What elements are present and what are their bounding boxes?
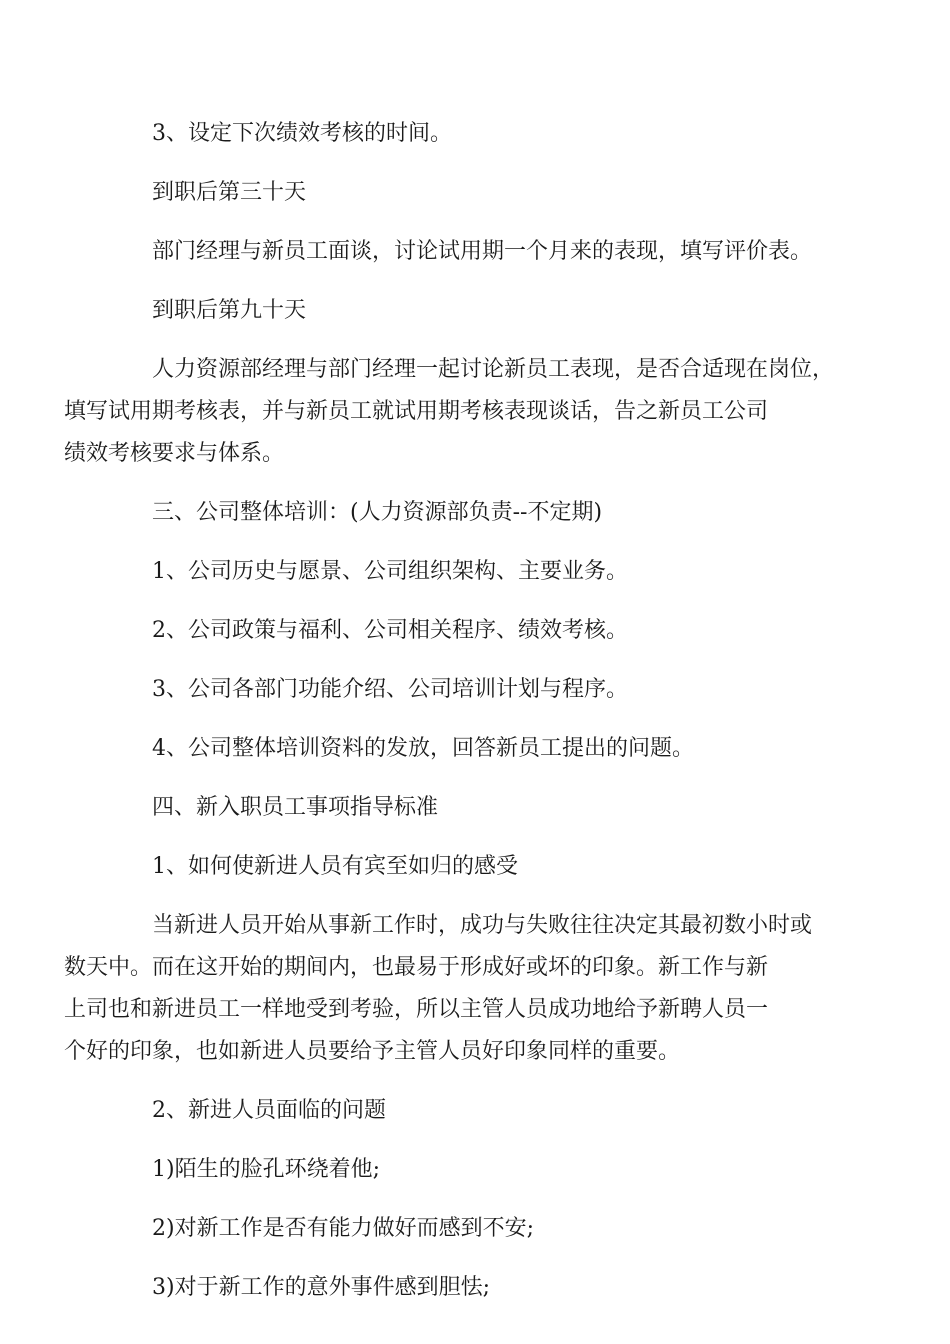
text-line: 当新进人员开始从事新工作时，成功与失败往往决定其最初数小时或 — [152, 913, 813, 938]
text-line: 3)对于新工作的意外事件感到胆怯; — [152, 1275, 490, 1300]
text-line: 4、公司整体培训资料的发放，回答新员工提出的问题。 — [152, 736, 694, 761]
text-line: 1、公司历史与愿景、公司组织架构、主要业务。 — [152, 559, 628, 584]
list-item-training-3 — [108, 669, 868, 711]
list-item-problem-1 — [108, 1149, 868, 1191]
text-line: 2)对新工作是否有能力做好而感到不安; — [152, 1216, 534, 1241]
paragraph-item-3-next-review — [108, 113, 868, 155]
text-line: 2、公司政策与福利、公司相关程序、绩效考核。 — [152, 618, 628, 643]
text-line: 绩效考核要求与体系。 — [64, 441, 285, 466]
text-line: 到职后第九十天 — [152, 298, 307, 323]
document-body — [64, 113, 868, 1326]
text-line: 数天中。而在这开始的期间内，也最易于形成好或坏的印象。新工作与新 — [64, 955, 769, 980]
text-line: 2、新进人员面临的问题 — [152, 1098, 386, 1123]
heading-day-30 — [108, 172, 868, 214]
section-heading-onboarding-guidelines — [108, 787, 868, 829]
text-line: 3、公司各部门功能介绍、公司培训计划与程序。 — [152, 677, 628, 702]
text-line: 3、设定下次绩效考核的时间。 — [152, 121, 452, 146]
section-heading-company-training — [108, 492, 868, 534]
text-line: 个好的印象，也如新进人员要给予主管人员好印象同样的重要。 — [64, 1039, 681, 1064]
text-line: 到职后第三十天 — [152, 180, 307, 205]
paragraph-first-impression — [64, 905, 868, 1073]
subheading-new-hire-problems — [108, 1090, 868, 1132]
text-line: 上司也和新进员工一样地受到考验，所以主管人员成功地给予新聘人员一 — [64, 997, 769, 1022]
paragraph-day-90-review — [64, 349, 868, 475]
text-line: 人力资源部经理与部门经理一起讨论新员工表现，是否合适现在岗位， — [152, 357, 835, 382]
text-line: 1)陌生的脸孔环绕着他; — [152, 1157, 380, 1182]
subheading-welcome-feeling — [108, 846, 868, 888]
text-line: 1、如何使新进人员有宾至如归的感受 — [152, 854, 518, 879]
paragraph-day-30-review — [108, 231, 868, 273]
text-line: 部门经理与新员工面谈，讨论试用期一个月来的表现，填写评价表。 — [152, 239, 813, 264]
list-item-training-2 — [108, 610, 868, 652]
list-item-problem-3 — [108, 1267, 868, 1309]
text-line: 三、公司整体培训：(人力资源部负责--不定期) — [152, 500, 603, 525]
text-line: 四、新入职员工事项指导标准 — [152, 795, 439, 820]
list-item-training-1 — [108, 551, 868, 593]
list-item-training-4 — [108, 728, 868, 770]
text-line: 填写试用期考核表，并与新员工就试用期考核表现谈话，告之新员工公司 — [64, 399, 769, 424]
heading-day-90 — [108, 290, 868, 332]
list-item-problem-2 — [108, 1208, 868, 1250]
